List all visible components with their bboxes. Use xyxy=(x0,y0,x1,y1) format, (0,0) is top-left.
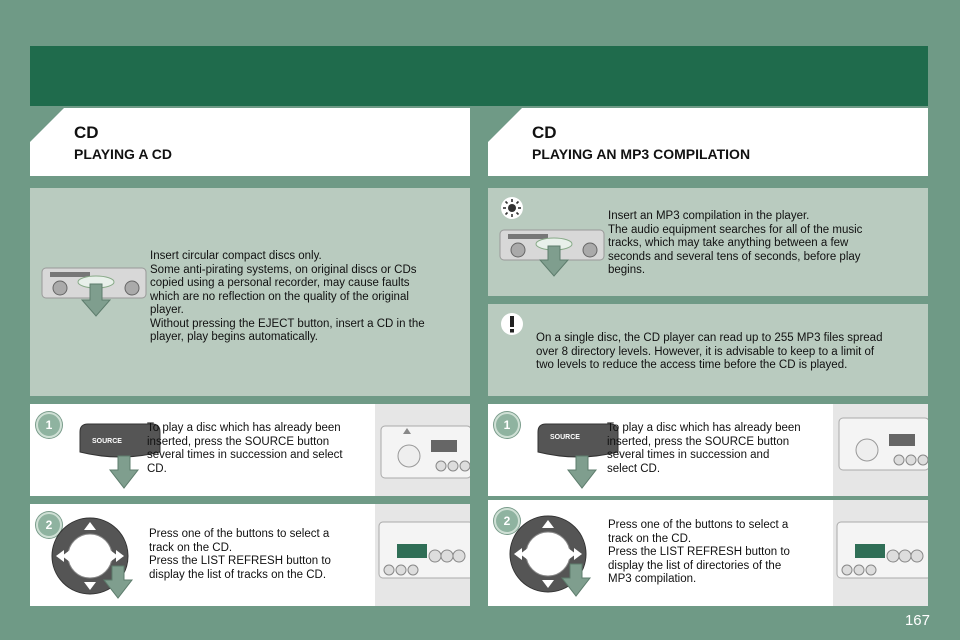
left-header-title: CD xyxy=(74,123,99,142)
navigation-dial-illustration xyxy=(508,512,618,602)
source-button-label: SOURCE xyxy=(550,434,580,441)
right-step2-panel xyxy=(488,500,928,606)
radio-front-illustration xyxy=(375,404,470,496)
radio-front-illustration xyxy=(375,504,470,606)
left-step2-text: Press one of the buttons to select a track on the CD. Press the LIST REFRESH button to display the list of tracks on the CD. xyxy=(149,528,331,581)
right-header xyxy=(488,108,928,176)
left-header xyxy=(30,108,470,176)
cd-player-mp3-illustration xyxy=(498,224,608,284)
cd-player-insert-illustration xyxy=(40,260,150,320)
right-warning-panel xyxy=(488,304,928,396)
navigation-dial-illustration xyxy=(50,516,160,602)
right-insert-text: Insert an MP3 compilation in the player. The audio equipment searches for all of the music tracks, which may take anything between a few seconds and several tens of seconds, before play begins. xyxy=(608,210,863,276)
right-insert-panel xyxy=(488,188,928,296)
exclamation-warning-icon xyxy=(500,312,524,336)
radio-front-illustration xyxy=(833,500,928,606)
step-number-badge: 2 xyxy=(494,508,520,534)
top-band xyxy=(30,46,928,106)
right-header-subtitle: PLAYING AN MP3 COMPILATION xyxy=(532,146,751,162)
left-step1-text: To play a disc which has already been inserted, press the SOURCE button several times in succession and select CD. xyxy=(147,422,343,475)
left-insert-text: Insert circular compact discs only. Some anti-pirating systems, on original discs or CDs copied using a personal recorder, may cause faults which are no reflection on the quality of the original player. Without pressing the EJECT button, insert a CD in the player, play begins automatically. xyxy=(150,250,425,343)
left-header-subtitle: PLAYING A CD xyxy=(74,146,173,162)
right-step1-panel xyxy=(488,404,928,496)
page-number: 167 xyxy=(904,612,930,629)
right-step2-text: Press one of the buttons to select a track on the CD. Press the LIST REFRESH button to display the list of directories of the MP3 compilation. xyxy=(608,519,790,585)
radio-front-illustration xyxy=(833,404,928,496)
step-number-badge: 1 xyxy=(36,412,62,438)
right-step1-text: To play a disc which has already been inserted, press the SOURCE button several times in succession and select CD. xyxy=(607,422,801,475)
left-step1-panel xyxy=(30,404,470,496)
source-button-label: SOURCE xyxy=(92,438,122,445)
left-step2-panel xyxy=(30,504,470,606)
right-header-title: CD xyxy=(532,123,557,142)
step-number-badge: 1 xyxy=(494,412,520,438)
sun-tip-icon xyxy=(500,196,524,220)
left-insert-panel xyxy=(30,188,470,396)
step-number-badge: 2 xyxy=(36,512,62,538)
right-warning-text: On a single disc, the CD player can read up to 255 MP3 files spread over 8 directory levels. However, it is advisable to keep to a limit of two levels to reduce the access time before the CD is played. xyxy=(536,332,883,371)
